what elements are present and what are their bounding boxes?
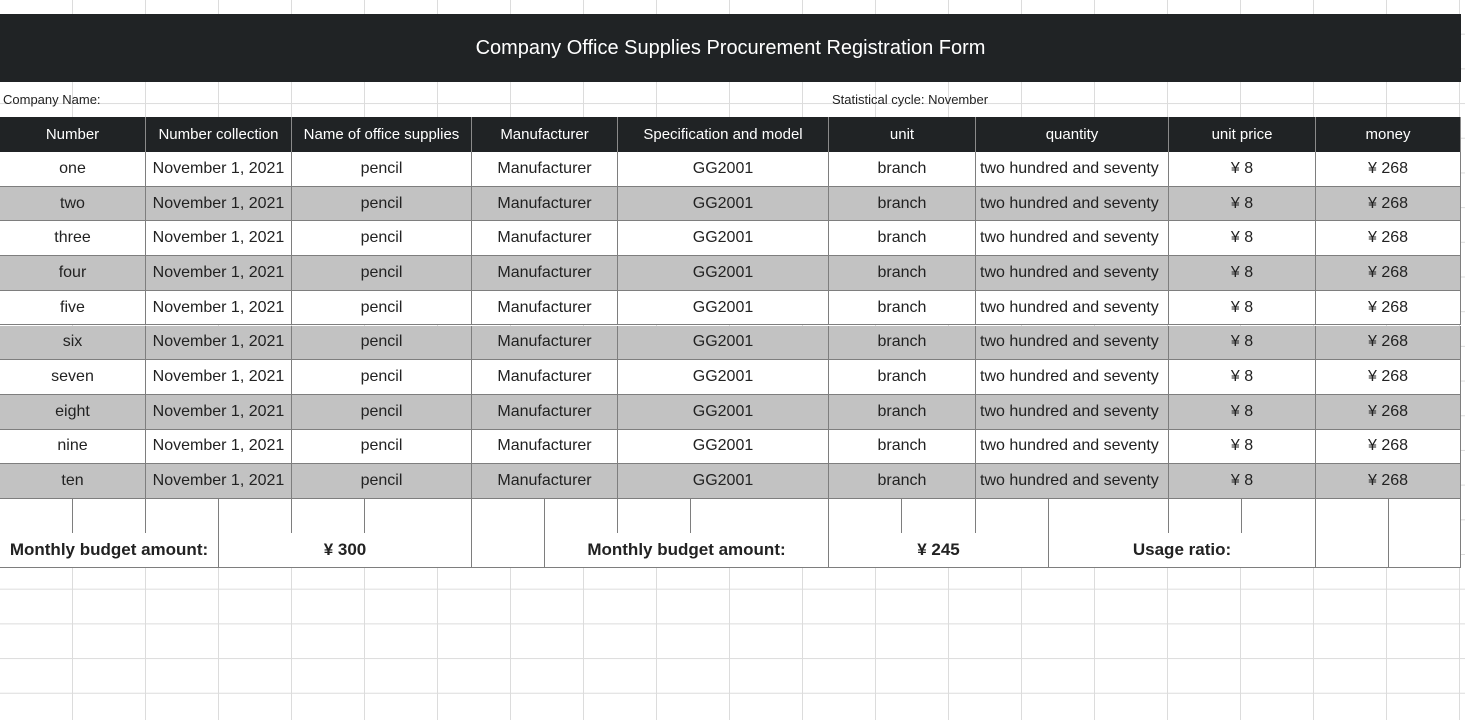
cell-manufacturer[interactable]: Manufacturer <box>472 326 618 361</box>
cell-quantity[interactable]: two hundred and seventy <box>976 464 1169 499</box>
cell-unit-price[interactable]: ¥ 8 <box>1169 360 1316 395</box>
cell-office-supply-name[interactable]: pencil <box>292 152 472 187</box>
cell-unit-price[interactable]: ¥ 8 <box>1169 326 1316 361</box>
cell-number[interactable]: one <box>0 152 146 187</box>
cell-number[interactable]: four <box>0 256 146 291</box>
monthly-budget-value-1[interactable]: ¥ 300 <box>219 533 472 568</box>
cell-quantity[interactable]: two hundred and seventy <box>976 395 1169 430</box>
empty-cell[interactable] <box>146 499 219 534</box>
cell-money[interactable]: ¥ 268 <box>1316 291 1461 326</box>
cell-manufacturer[interactable]: Manufacturer <box>472 464 618 499</box>
column-header-money[interactable]: money <box>1316 117 1461 152</box>
cell-specification-model[interactable]: GG2001 <box>618 256 829 291</box>
empty-cell[interactable] <box>219 499 292 534</box>
cell-office-supply-name[interactable]: pencil <box>292 326 472 361</box>
empty-cell[interactable] <box>292 499 365 534</box>
cell-number-collection[interactable]: November 1, 2021 <box>146 187 292 222</box>
column-header-number-collection[interactable]: Number collection <box>146 117 292 152</box>
cell-number-collection[interactable]: November 1, 2021 <box>146 152 292 187</box>
monthly-budget-value-2[interactable]: ¥ 245 <box>829 533 1049 568</box>
cell-office-supply-name[interactable]: pencil <box>292 360 472 395</box>
cell-unit[interactable]: branch <box>829 464 976 499</box>
empty-cell[interactable] <box>0 499 73 534</box>
cell-unit-price[interactable]: ¥ 8 <box>1169 464 1316 499</box>
cell-unit[interactable]: branch <box>829 187 976 222</box>
cell-unit-price[interactable]: ¥ 8 <box>1169 395 1316 430</box>
cell-unit-price[interactable]: ¥ 8 <box>1169 256 1316 291</box>
cell-unit[interactable]: branch <box>829 395 976 430</box>
cell-specification-model[interactable]: GG2001 <box>618 187 829 222</box>
cell-manufacturer[interactable]: Manufacturer <box>472 430 618 465</box>
cell-money[interactable]: ¥ 268 <box>1316 187 1461 222</box>
column-header-office-supply-name[interactable]: Name of office supplies <box>292 117 472 152</box>
cell-unit[interactable]: branch <box>829 326 976 361</box>
cell-number[interactable]: six <box>0 326 146 361</box>
column-header-quantity[interactable]: quantity <box>976 117 1169 152</box>
cell-manufacturer[interactable]: Manufacturer <box>472 187 618 222</box>
cell-specification-model[interactable]: GG2001 <box>618 430 829 465</box>
empty-cell[interactable] <box>1316 499 1389 534</box>
cell-manufacturer[interactable]: Manufacturer <box>472 360 618 395</box>
cell-quantity[interactable]: two hundred and seventy <box>976 291 1169 326</box>
cell-office-supply-name[interactable]: pencil <box>292 464 472 499</box>
cell-office-supply-name[interactable]: pencil <box>292 395 472 430</box>
cell-manufacturer[interactable]: Manufacturer <box>472 395 618 430</box>
cell-number[interactable]: nine <box>0 430 146 465</box>
cell-money[interactable]: ¥ 268 <box>1316 430 1461 465</box>
cell-number[interactable]: ten <box>0 464 146 499</box>
cell-unit[interactable]: branch <box>829 430 976 465</box>
usage-ratio-label[interactable]: Usage ratio: <box>1049 533 1316 568</box>
cell-quantity[interactable]: two hundred and seventy <box>976 430 1169 465</box>
cell-money[interactable]: ¥ 268 <box>1316 395 1461 430</box>
cell-specification-model[interactable]: GG2001 <box>618 326 829 361</box>
cell-specification-model[interactable]: GG2001 <box>618 152 829 187</box>
cell-number[interactable]: three <box>0 221 146 256</box>
cell-quantity[interactable]: two hundred and seventy <box>976 221 1169 256</box>
cell-specification-model[interactable]: GG2001 <box>618 464 829 499</box>
empty-cell[interactable] <box>1389 499 1461 534</box>
cell-number[interactable]: eight <box>0 395 146 430</box>
column-header-manufacturer[interactable]: Manufacturer <box>472 117 618 152</box>
column-header-unit-price[interactable]: unit price <box>1169 117 1316 152</box>
cell-number[interactable]: two <box>0 187 146 222</box>
cell-specification-model[interactable]: GG2001 <box>618 291 829 326</box>
cell-unit[interactable]: branch <box>829 291 976 326</box>
cell-office-supply-name[interactable]: pencil <box>292 291 472 326</box>
empty-cell[interactable] <box>1049 499 1169 534</box>
cell-unit-price[interactable]: ¥ 8 <box>1169 152 1316 187</box>
cell-quantity[interactable]: two hundred and seventy <box>976 326 1169 361</box>
cell-manufacturer[interactable]: Manufacturer <box>472 291 618 326</box>
statistical-cycle-label[interactable]: Statistical cycle: November <box>832 92 989 107</box>
cell-unit[interactable]: branch <box>829 256 976 291</box>
cell-quantity[interactable]: two hundred and seventy <box>976 256 1169 291</box>
cell-manufacturer[interactable]: Manufacturer <box>472 256 618 291</box>
column-header-number[interactable]: Number <box>0 117 146 152</box>
cell-specification-model[interactable]: GG2001 <box>618 395 829 430</box>
cell-quantity[interactable]: two hundred and seventy <box>976 152 1169 187</box>
cell-office-supply-name[interactable]: pencil <box>292 430 472 465</box>
cell-unit-price[interactable]: ¥ 8 <box>1169 221 1316 256</box>
company-name-label[interactable]: Company Name: <box>3 92 101 107</box>
cell-unit[interactable]: branch <box>829 221 976 256</box>
empty-cell[interactable] <box>365 499 472 534</box>
monthly-budget-label-2[interactable]: Monthly budget amount: <box>545 533 829 568</box>
cell-number-collection[interactable]: November 1, 2021 <box>146 430 292 465</box>
cell-money[interactable]: ¥ 268 <box>1316 464 1461 499</box>
empty-cell[interactable] <box>618 499 691 534</box>
cell-unit-price[interactable]: ¥ 8 <box>1169 291 1316 326</box>
cell-specification-model[interactable]: GG2001 <box>618 360 829 395</box>
cell-unit[interactable]: branch <box>829 360 976 395</box>
cell-unit-price[interactable]: ¥ 8 <box>1169 187 1316 222</box>
empty-cell[interactable] <box>1169 499 1242 534</box>
cell-office-supply-name[interactable]: pencil <box>292 256 472 291</box>
empty-cell[interactable] <box>902 499 976 534</box>
empty-cell[interactable] <box>1242 499 1316 534</box>
cell-number-collection[interactable]: November 1, 2021 <box>146 464 292 499</box>
cell-specification-model[interactable]: GG2001 <box>618 221 829 256</box>
cell-quantity[interactable]: two hundred and seventy <box>976 187 1169 222</box>
empty-cell[interactable] <box>545 499 618 534</box>
cell-number-collection[interactable]: November 1, 2021 <box>146 360 292 395</box>
cell-office-supply-name[interactable]: pencil <box>292 221 472 256</box>
monthly-budget-label-1[interactable]: Monthly budget amount: <box>0 533 219 568</box>
cell-number-collection[interactable]: November 1, 2021 <box>146 256 292 291</box>
cell-money[interactable]: ¥ 268 <box>1316 221 1461 256</box>
cell-unit-price[interactable]: ¥ 8 <box>1169 430 1316 465</box>
empty-cell[interactable] <box>73 499 146 534</box>
column-header-unit[interactable]: unit <box>829 117 976 152</box>
column-header-specification-model[interactable]: Specification and model <box>618 117 829 152</box>
cell-money[interactable]: ¥ 268 <box>1316 152 1461 187</box>
cell-office-supply-name[interactable]: pencil <box>292 187 472 222</box>
cell-money[interactable]: ¥ 268 <box>1316 256 1461 291</box>
cell-number-collection[interactable]: November 1, 2021 <box>146 291 292 326</box>
cell-number-collection[interactable]: November 1, 2021 <box>146 326 292 361</box>
empty-cell[interactable] <box>472 533 545 568</box>
empty-cell[interactable] <box>976 499 1049 534</box>
cell-number-collection[interactable]: November 1, 2021 <box>146 395 292 430</box>
cell-quantity[interactable]: two hundred and seventy <box>976 360 1169 395</box>
form-title[interactable]: Company Office Supplies Procurement Registration Form <box>0 14 1461 82</box>
cell-number[interactable]: five <box>0 291 146 326</box>
usage-ratio-value[interactable] <box>1316 533 1389 568</box>
empty-cell[interactable] <box>1389 533 1461 568</box>
cell-number[interactable]: seven <box>0 360 146 395</box>
empty-cell[interactable] <box>691 499 829 534</box>
cell-money[interactable]: ¥ 268 <box>1316 360 1461 395</box>
cell-unit[interactable]: branch <box>829 152 976 187</box>
cell-manufacturer[interactable]: Manufacturer <box>472 221 618 256</box>
empty-cell[interactable] <box>472 499 545 534</box>
cell-manufacturer[interactable]: Manufacturer <box>472 152 618 187</box>
cell-number-collection[interactable]: November 1, 2021 <box>146 221 292 256</box>
empty-cell[interactable] <box>829 499 902 534</box>
cell-money[interactable]: ¥ 268 <box>1316 326 1461 361</box>
